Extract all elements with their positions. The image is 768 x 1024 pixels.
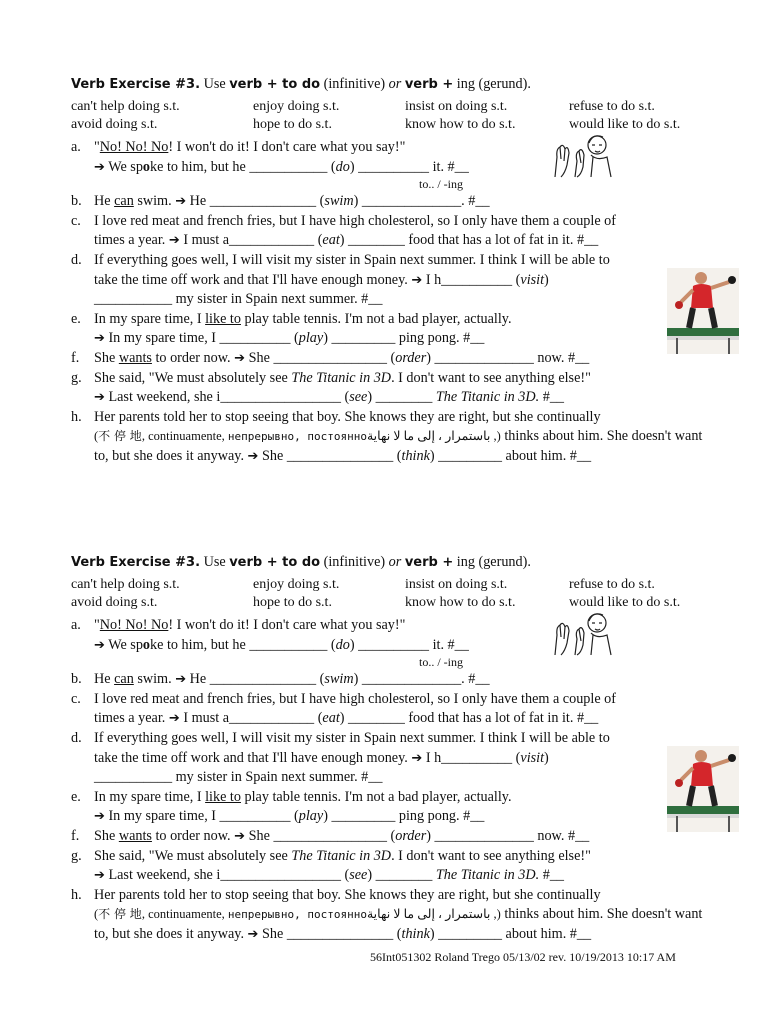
ping-pong-player-photo [667, 268, 739, 354]
chinese-translation: 不 停 地 [98, 907, 142, 922]
sentence-text: He _______________ ( [186, 671, 325, 688]
title-text: Use [203, 76, 226, 92]
arrow-icon: ➔ [94, 868, 105, 884]
exercise-item-f [71, 827, 711, 847]
title-verb-plus: verb + [404, 555, 454, 570]
footer-note: 56Int051302 Roland Trego 05/13/02 rev. 10/19/2013 10:17 AM [370, 950, 676, 964]
exercise-item-g [71, 847, 711, 886]
refusing-hands-illustration [551, 131, 613, 179]
arrow-icon: ➔ [234, 828, 246, 844]
sentence-text: I must a____________ ( [179, 710, 323, 727]
sentence-text: ) __________ it. #__ [349, 636, 469, 653]
sentence-text: In my spare time, I [94, 310, 206, 327]
verb-cue: order [395, 349, 427, 366]
sentence-text: ___________ my sister in Spain next summer. #__ [94, 291, 383, 308]
exercise-title [71, 552, 711, 572]
item-letter: h. [71, 408, 82, 425]
verb-cue: visit [520, 271, 545, 288]
quote-mark: " [94, 139, 100, 155]
item-letter: c. [71, 690, 81, 707]
title-gerund: ing (gerund). [456, 554, 531, 570]
sentence-text: In my spare time, I __________ ( [104, 330, 299, 347]
verb-cue: see [349, 389, 368, 406]
sentence-text: ) ________ food that has a lot of fat in it. #__ [339, 232, 599, 249]
sentence-text: If everything goes well, I will visit my sister in Spain next summer. I think I will be able to [94, 251, 610, 268]
item-letter: a. [71, 617, 81, 633]
sentence-text: Her parents told her to stop seeing that boy. She knows they are right, but she continually [94, 886, 601, 903]
item-letter: f. [71, 827, 80, 844]
expression: hope to do s.t. [253, 595, 332, 610]
sentence-text: She [94, 827, 119, 844]
arrow-icon: ➔ [234, 350, 246, 366]
paren: ( [94, 907, 99, 922]
sentence-text: . I don't want to see anything else!" [391, 369, 591, 386]
arrow-icon: ➔ [94, 331, 105, 347]
exercise-item-b [71, 670, 711, 690]
verb-cue: think [401, 447, 430, 464]
item-letter: e. [71, 310, 81, 327]
expression-list [71, 98, 711, 134]
expression: insist on doing s.t. [405, 99, 508, 114]
verb-cue: eat [322, 710, 340, 727]
sentence-text: to order now. [151, 349, 235, 366]
sentence-text: ) ________ [367, 389, 436, 406]
sentence-text: ) _________ about him. #__ [429, 925, 592, 942]
sentence-text: She said, "We must absolutely see [94, 847, 292, 864]
verb-cue: eat [322, 232, 340, 249]
title-verb-plus: verb + [404, 77, 454, 92]
sentence-text: to order now. [151, 827, 235, 844]
italian-translation: , continuamente, [141, 429, 228, 444]
movie-title: The Titanic in 3D. [435, 867, 540, 884]
arrow-icon: ➔ [411, 750, 423, 766]
sentence-text: We sp [108, 158, 143, 175]
bold-letter: o [142, 636, 151, 653]
sentence-text: She _______________ ( [258, 447, 402, 464]
russian-translation: непрерывно, постоянно [227, 908, 367, 922]
paren: ) [496, 907, 501, 922]
exercise-item-g [71, 369, 711, 408]
sentence-text: She [94, 349, 119, 366]
item-letter: a. [71, 139, 81, 155]
sentence-text: swim. [133, 671, 176, 688]
arrow-icon: ➔ [411, 272, 423, 288]
arrow-icon: ➔ [94, 809, 105, 825]
title-infinitive: (infinitive) [323, 554, 386, 570]
russian-translation: непрерывно, постоянно [227, 430, 367, 444]
exercise-item-c [71, 212, 711, 251]
paren: ) [496, 429, 501, 444]
underlined-text: like to [205, 788, 241, 805]
sentence-text: take the time off work and that I'll have enough money. [94, 749, 412, 766]
sentence-text: ke to him, but he ___________ ( [150, 158, 336, 175]
sentence-text: We sp [108, 636, 143, 653]
title-text: Use [203, 554, 226, 570]
translation-list [94, 907, 501, 921]
ping-pong-player-photo [667, 746, 739, 832]
verb-cue: see [349, 867, 368, 884]
exercise-block [71, 74, 711, 467]
exercise-items [71, 616, 711, 945]
arrow-icon: ➔ [247, 448, 259, 464]
exercise-item-c [71, 690, 711, 729]
chinese-translation: 不 停 地 [98, 429, 142, 444]
paren: ( [94, 429, 99, 444]
expression: refuse to do s.t. [569, 99, 655, 114]
sentence-text: I love red meat and french fries, but I have high cholesterol, so I only have them a couple of [94, 690, 616, 707]
arrow-icon: ➔ [168, 233, 180, 249]
emphasis-text: No! No! No [99, 617, 169, 633]
sentence-text: ke to him, but he ___________ ( [150, 636, 336, 653]
item-letter: e. [71, 788, 81, 805]
arrow-icon: ➔ [168, 711, 180, 727]
sentence-text: Her parents told her to stop seeing that boy. She knows they are right, but she continually [94, 408, 601, 425]
sentence-text: play table tennis. I'm not a bad player, actually. [240, 788, 512, 805]
sentence-text: play table tennis. I'm not a bad player, actually. [240, 310, 512, 327]
arrow-icon: ➔ [247, 926, 259, 942]
sentence-text: ) _________ about him. #__ [429, 447, 592, 464]
item-letter: g. [71, 847, 82, 864]
item-letter: d. [71, 251, 82, 268]
expression: know how to do s.t. [405, 595, 516, 610]
expression: would like to do s.t. [569, 595, 681, 610]
exercise-item-e [71, 310, 711, 349]
expression: know how to do s.t. [405, 117, 516, 132]
sentence-text: I h__________ ( [422, 271, 521, 288]
refusing-hands-illustration [551, 609, 613, 657]
sentence-text: ) __________ it. #__ [349, 158, 469, 175]
sentence-text: #__ [539, 867, 565, 884]
sentence-text: ) _________ ping pong. #__ [323, 808, 485, 825]
exercise-item-f [71, 349, 711, 369]
underlined-text: wants [118, 827, 152, 844]
sentence-text: I love red meat and french fries, but I have high cholesterol, so I only have them a couple of [94, 212, 616, 229]
title-verb-to-do: verb + to do [229, 555, 321, 570]
sentence-text: to, but she does it anyway. [94, 925, 248, 942]
exercise-item-a [71, 616, 711, 669]
title-gerund: ing (gerund). [456, 76, 531, 92]
verb-cue: do [335, 158, 350, 175]
verb-cue: swim [324, 671, 354, 688]
verb-cue: do [335, 636, 350, 653]
item-letter: g. [71, 369, 82, 386]
verb-cue: swim [324, 193, 354, 210]
sentence-text: ) ______________. #__ [353, 193, 490, 210]
exercise-item-b [71, 192, 711, 212]
sentence-text: If everything goes well, I will visit my sister in Spain next summer. I think I will be able to [94, 729, 610, 746]
exercise-item-a [71, 138, 711, 191]
arrow-icon: ➔ [175, 194, 187, 210]
underlined-text: can [114, 671, 134, 688]
verb-cue: order [395, 827, 427, 844]
expression: can't help doing s.t. [71, 99, 180, 114]
sentence-text: He [94, 671, 115, 688]
sentence-text: She ________________ ( [245, 827, 396, 844]
movie-title: The Titanic in 3D. [435, 389, 540, 406]
sentence-text: ___________ my sister in Spain next summer. #__ [94, 769, 383, 786]
sentence-text: thinks about him. She doesn't want [500, 906, 703, 923]
underlined-text: like to [205, 310, 241, 327]
verb-cue: think [401, 925, 430, 942]
item-letter: c. [71, 212, 81, 229]
expression: enjoy doing s.t. [253, 577, 340, 592]
expression: insist on doing s.t. [405, 577, 508, 592]
movie-title: The Titanic in 3D [291, 369, 392, 386]
sentence-text: She said, "We must absolutely see [94, 369, 292, 386]
sentence-text: She ________________ ( [245, 349, 396, 366]
title-infinitive: (infinitive) [323, 76, 386, 92]
sentence-text: ) ______________ now. #__ [426, 827, 590, 844]
sentence-text: swim. [133, 193, 176, 210]
item-letter: f. [71, 349, 80, 366]
title-verb-to-do: verb + to do [229, 77, 321, 92]
title-or: or [388, 554, 402, 570]
quote-mark: " [94, 617, 100, 633]
sentence-text: . I don't want to see anything else!" [391, 847, 591, 864]
sentence-text: ) _________ ping pong. #__ [323, 330, 485, 347]
exercise-item-h [71, 886, 711, 945]
sentence-text: times a year. [94, 710, 169, 727]
sentence-text: In my spare time, I __________ ( [104, 808, 299, 825]
expression: refuse to do s.t. [569, 577, 655, 592]
exercise-items [71, 138, 711, 467]
sentence-text: ) ________ food that has a lot of fat in it. #__ [339, 710, 599, 727]
sentence-text: Last weekend, she i_________________ ( [104, 389, 350, 406]
title-or: or [388, 76, 402, 92]
sentence-text: He _______________ ( [186, 193, 325, 210]
underlined-text: can [114, 193, 134, 210]
item-letter: b. [71, 671, 82, 688]
sentence-text: ! I won't do it! I don't care what you say!" [168, 139, 406, 155]
exercise-title [71, 74, 711, 94]
verb-cue: play [298, 330, 324, 347]
underlined-text: wants [118, 349, 152, 366]
sentence-text: ) [544, 749, 549, 766]
italian-translation: , continuamente, [141, 907, 228, 922]
exercise-item-d [71, 251, 711, 310]
sentence-text: ) ______________ now. #__ [426, 349, 590, 366]
sentence-text: Last weekend, she i_________________ ( [104, 867, 350, 884]
exercise-item-h [71, 408, 711, 467]
emphasis-text: No! No! No [99, 139, 169, 155]
arrow-icon: ➔ [94, 637, 105, 653]
verb-cue: visit [520, 749, 545, 766]
expression: hope to do s.t. [253, 117, 332, 132]
verb-cue: play [298, 808, 324, 825]
sentence-text: thinks about him. She doesn't want [500, 428, 703, 445]
hint-text: to.. / -ing [419, 177, 463, 192]
item-letter: h. [71, 886, 82, 903]
exercise-label: Verb Exercise #3. [71, 555, 201, 570]
exercise-label: Verb Exercise #3. [71, 77, 201, 92]
bold-letter: o [142, 158, 151, 175]
expression: avoid doing s.t. [71, 595, 158, 610]
exercise-block [71, 552, 711, 945]
sentence-text: ) ________ [367, 867, 436, 884]
expression-list [71, 576, 711, 612]
sentence-text: She _______________ ( [258, 925, 402, 942]
sentence-text: He [94, 193, 115, 210]
sentence-text: I h__________ ( [422, 749, 521, 766]
sentence-text: I must a____________ ( [179, 232, 323, 249]
arrow-icon: ➔ [94, 159, 105, 175]
sentence-text: times a year. [94, 232, 169, 249]
sentence-text: ! I won't do it! I don't care what you say!" [168, 617, 406, 633]
hint-text: to.. / -ing [419, 655, 463, 670]
item-letter: b. [71, 193, 82, 210]
translation-list [94, 429, 501, 443]
arrow-icon: ➔ [94, 390, 105, 406]
movie-title: The Titanic in 3D [291, 847, 392, 864]
expression: enjoy doing s.t. [253, 99, 340, 114]
sentence-text: In my spare time, I [94, 788, 206, 805]
arrow-icon: ➔ [175, 672, 187, 688]
exercise-item-e [71, 788, 711, 827]
expression: avoid doing s.t. [71, 117, 158, 132]
sentence-text: take the time off work and that I'll have enough money. [94, 271, 412, 288]
exercise-item-d [71, 729, 711, 788]
sentence-text: #__ [539, 389, 565, 406]
expression: would like to do s.t. [569, 117, 681, 132]
expression: can't help doing s.t. [71, 577, 180, 592]
arabic-translation: , باستمرار ، إلى ما لا نهاية [366, 429, 497, 444]
sentence-text: ) [544, 271, 549, 288]
sentence-text: to, but she does it anyway. [94, 447, 248, 464]
item-letter: d. [71, 729, 82, 746]
sentence-text: ) ______________. #__ [353, 671, 490, 688]
arabic-translation: , باستمرار ، إلى ما لا نهاية [366, 907, 497, 922]
